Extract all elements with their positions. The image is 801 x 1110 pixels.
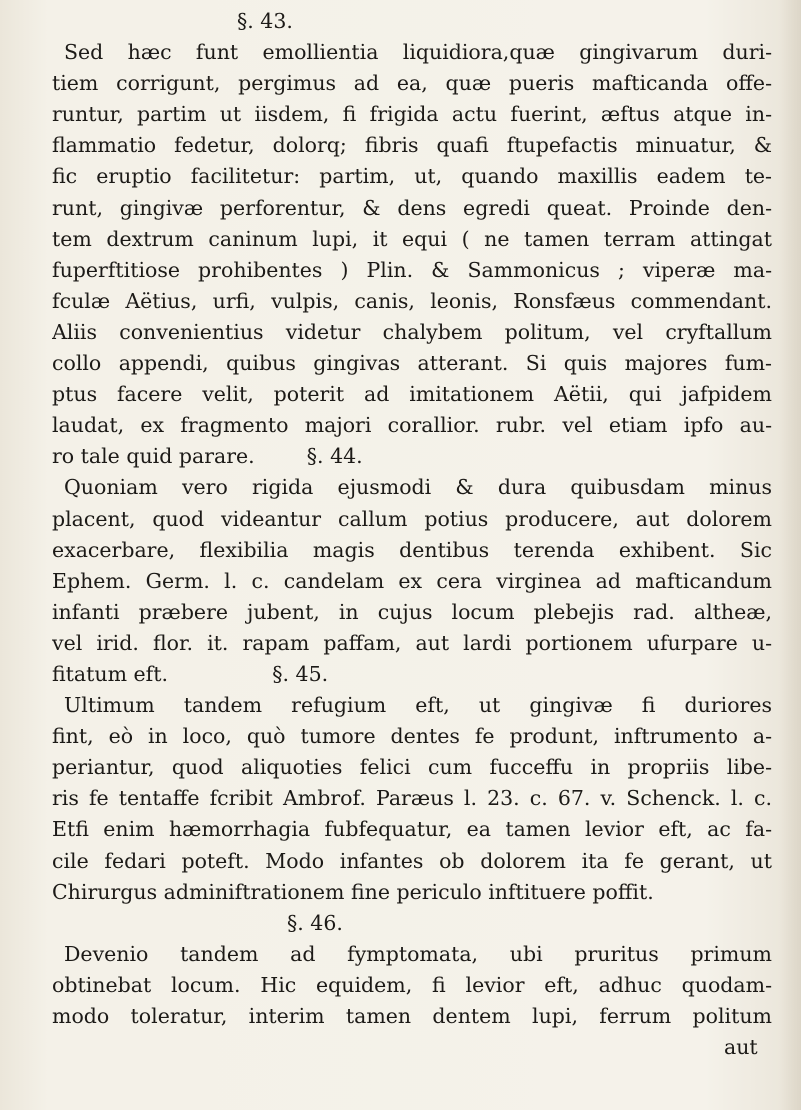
page-text (52, 6, 772, 1063)
text-line: fuperftitiose prohibentes ) Plin. & Sammonicus ; viperæ ma- (52, 257, 772, 282)
text-line: Devenio tandem ad fymptomata, ubi pruritus primum (64, 941, 772, 966)
text-line: Chirurgus adminiftrationem fine periculo inftituere poffit. (52, 879, 654, 904)
text-line: fint, eò in loco, quò tumore dentes fe produnt, inftrumento a- (52, 724, 772, 749)
text-line: Etfi enim hæmorrhagia fubfequatur, ea tamen levior eft, ac fa- (52, 817, 772, 842)
text-line: exacerbare, flexibilia magis dentibus terenda exhibent. Sic (52, 537, 772, 562)
text-line: runtur, partim ut iisdem, fi frigida actu fuerint, æftus atque in- (52, 102, 772, 127)
section-heading: §. 43. (237, 9, 293, 33)
text-line: laudat, ex fragmento majori corallior. rubr. vel etiam ipfo au- (52, 413, 772, 438)
page-edge-shadow (779, 0, 801, 1110)
text-line: ptus facere velit, poterit ad imitationem Aëtii, qui jafpidem (52, 382, 772, 407)
text-line: tem dextrum caninum lupi, it equi ( ne tamen terram attingat (52, 226, 772, 251)
text-line: infanti præbere jubent, in cujus locum plebejis rad. altheæ, (52, 599, 772, 624)
text-line: vel irid. flor. it. rapam paffam, aut lardi portionem ufurpare u- (52, 630, 772, 655)
text-line: cile fedari poteft. Modo infantes ob dolorem ita fe gerant, ut (52, 848, 772, 873)
text-line: modo toleratur, interim tamen dentem lupi, ferrum politum (52, 1004, 772, 1028)
text-line: runt, gingivæ perforentur, & dens egredi queat. Proinde den- (52, 195, 772, 220)
text-line: periantur, quod aliquoties felici cum fucceffu in propriis libe- (52, 755, 772, 780)
text-line: fic eruptio facilitetur: partim, ut, quando maxillis eadem te- (52, 164, 772, 189)
text-line-with-section: ro tale quid parare. §. 44. (52, 444, 363, 469)
text-line: placent, quod videantur callum potius producere, aut dolorem (52, 506, 772, 531)
text-line: Quoniam vero rigida ejusmodi & dura quibusdam minus (64, 475, 772, 500)
text-line: flammatio fedetur, dolorq; fibris quafi ftupefactis minuatur, & (52, 133, 772, 158)
text-line-with-section: fitatum eft. §. 45. (52, 661, 329, 686)
text-line: Sed hæc funt emollientia liquidiora,quæ gingivarum duri- (64, 40, 772, 65)
section-heading: §. 46. (287, 910, 343, 935)
text-line: collo appendi, quibus gingivas atterant. Si quis majores fum- (52, 351, 772, 376)
text-line: tiem corrigunt, pergimus ad ea, quæ pueris mafticanda offe- (52, 71, 772, 96)
text-line: obtinebat locum. Hic equidem, fi levior eft, adhuc quodam- (52, 972, 772, 997)
text-line: Aliis convenientius videtur chalybem politum, vel cryftallum (52, 319, 772, 344)
text-line: fculæ Aëtius, urfi, vulpis, canis, leonis, Ronsfæus commendant. (52, 288, 772, 313)
text-line: Ultimum tandem refugium eft, ut gingivæ fi duriores (64, 693, 772, 718)
text-line: ris fe tentaffe fcribit Ambrof. Paræus l. 23. c. 67. v. Schenck. l. c. (52, 786, 772, 811)
catchword: aut (724, 1035, 758, 1060)
text-line: Ephem. Germ. l. c. candelam ex cera virginea ad mafticandum (52, 568, 772, 593)
